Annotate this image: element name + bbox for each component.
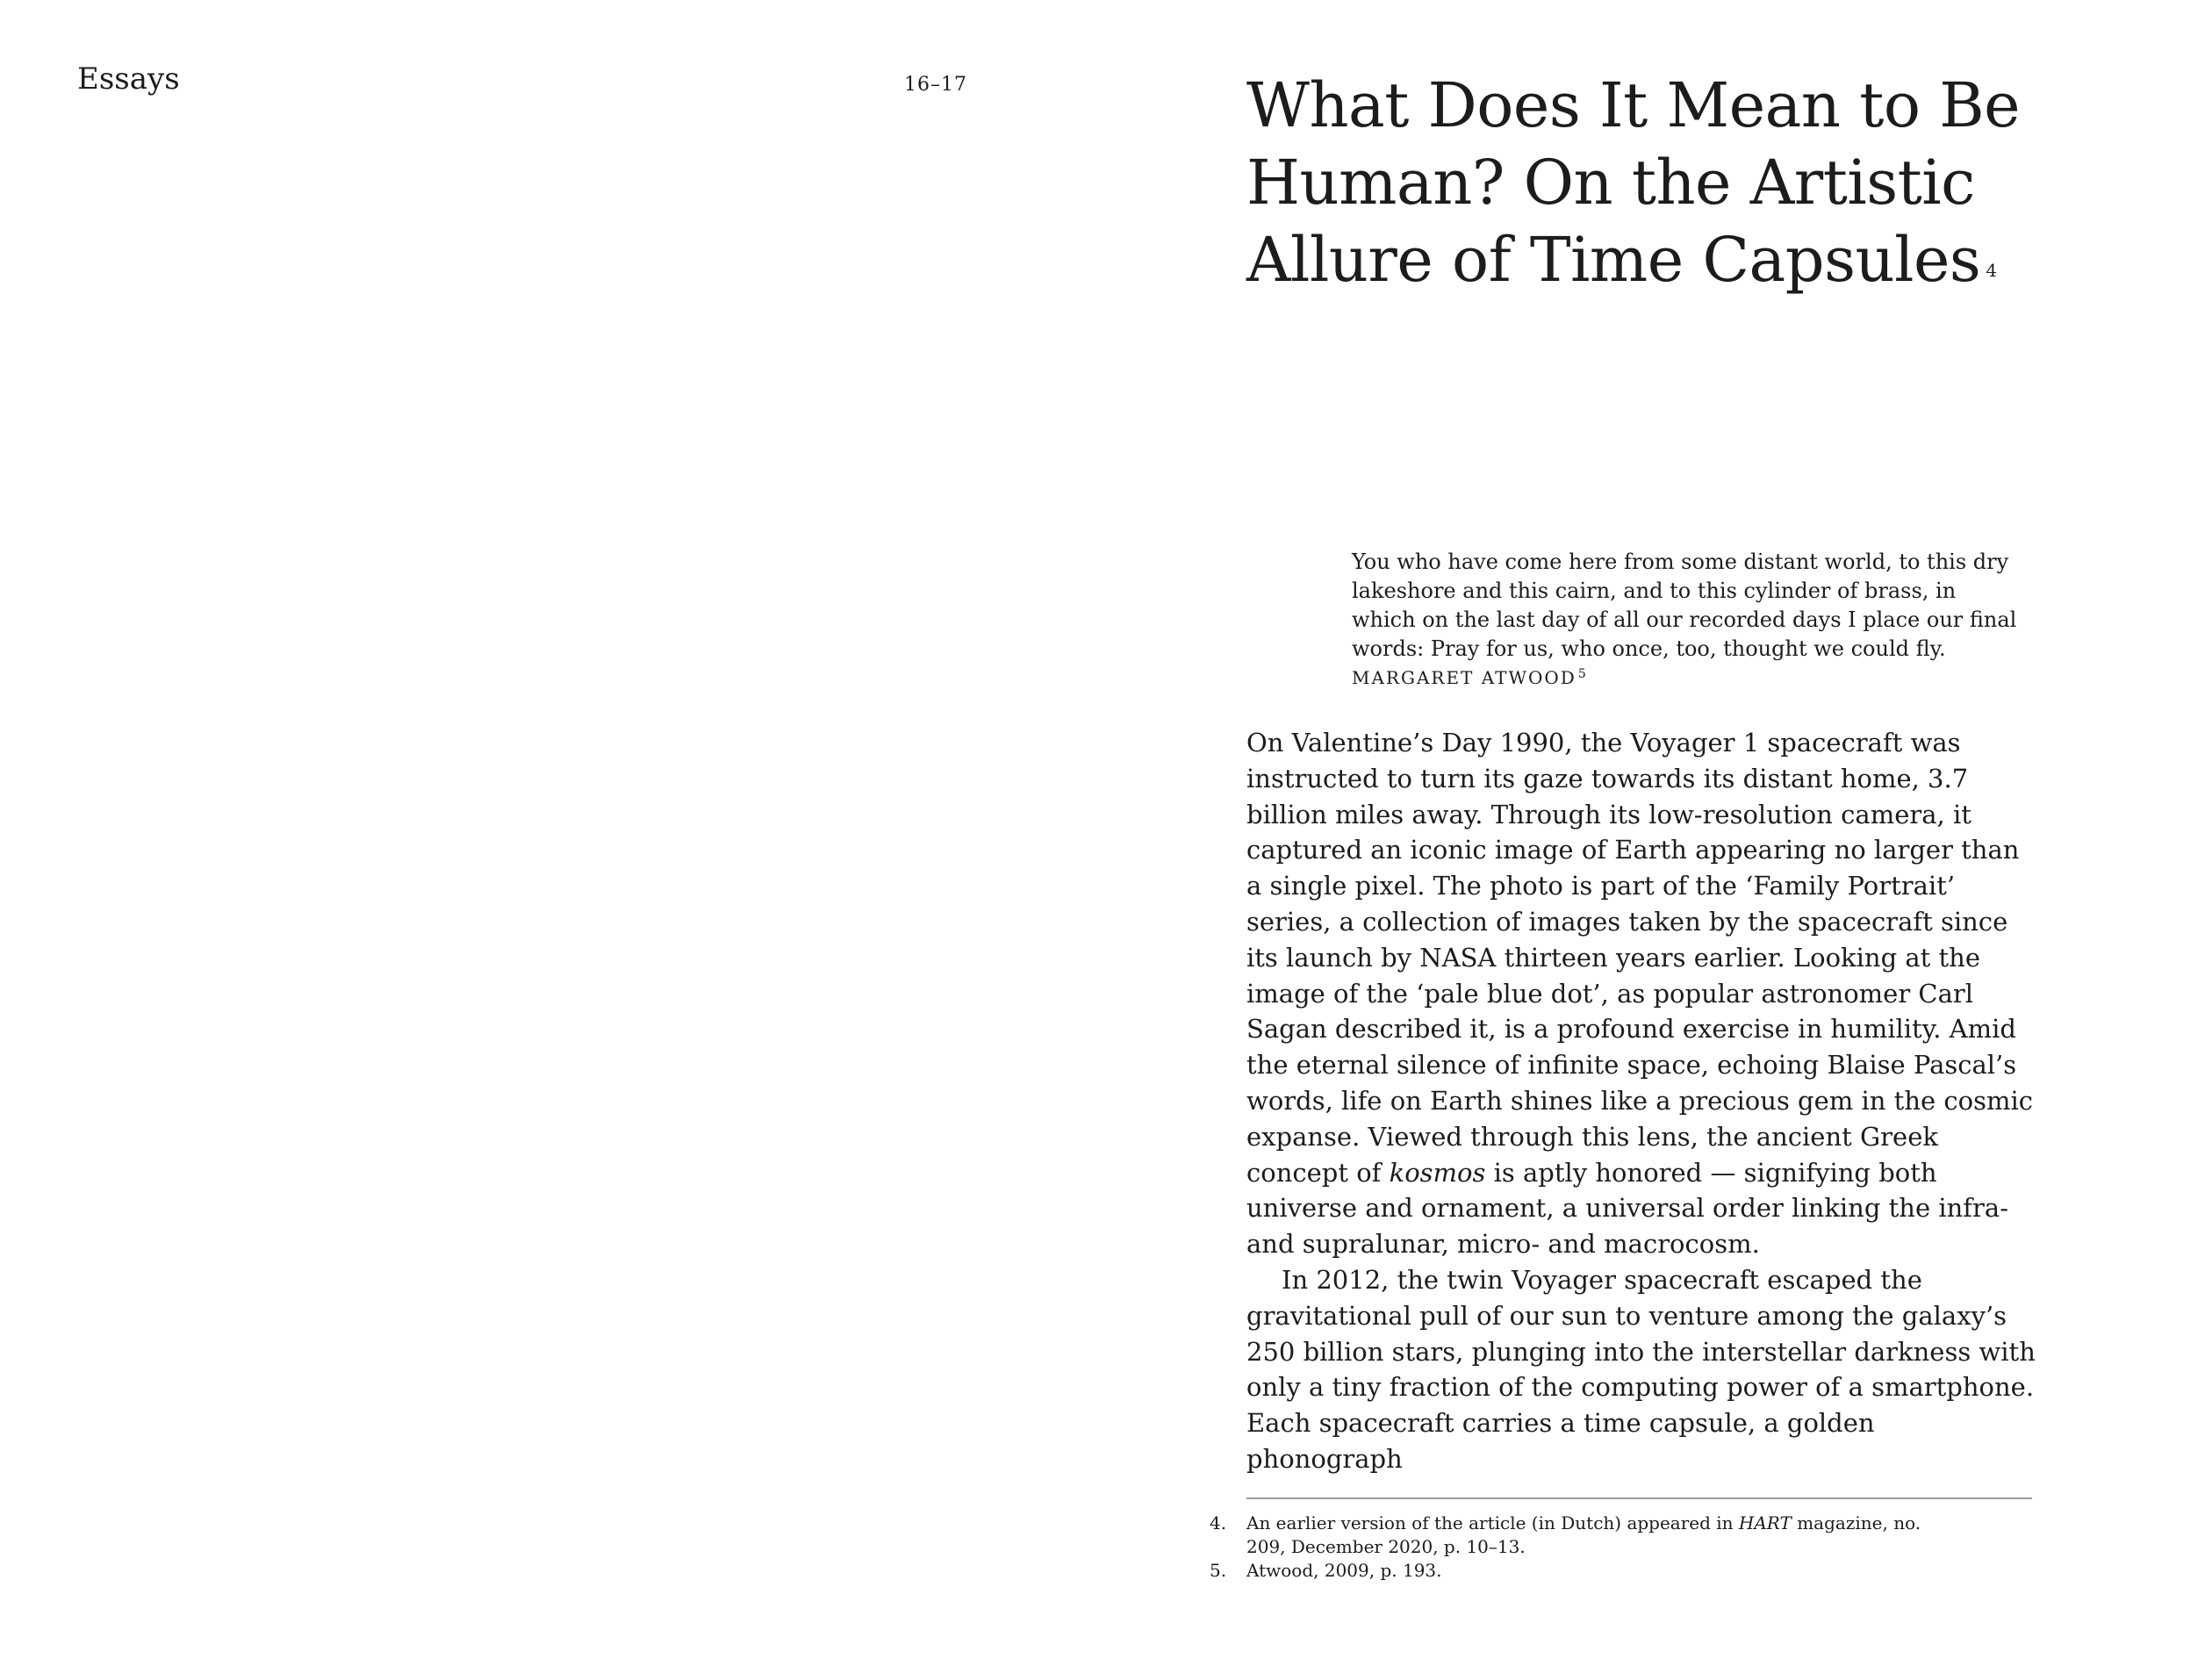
epigraph xyxy=(1352,548,2019,693)
paragraph-1-text-b: is aptly honored — signifying both universe and ornament, a universal order linking the infra- and supralunar, micro- and macrocosm. xyxy=(1246,1157,2008,1260)
footnote-rule xyxy=(1246,1497,2032,1499)
article-body xyxy=(1246,725,2036,1477)
title-footnote-ref: 4 xyxy=(1986,260,1997,281)
page-numbers: 16–17 xyxy=(904,74,967,96)
footnotes xyxy=(1210,1512,2052,1583)
paragraph-1-italic: kosmos xyxy=(1389,1157,1486,1188)
footnote-4-text-b: magazine, no. 209, December 2020, p. 10–13. xyxy=(1246,1512,1921,1557)
footnote-text xyxy=(1246,1512,1949,1559)
footnote-4-text-a: An earlier version of the article (in Dutch) appeared in xyxy=(1246,1512,1734,1533)
paragraph-1 xyxy=(1246,725,2036,1262)
footnote-4 xyxy=(1210,1512,2052,1559)
paragraph-2: In 2012, the twin Voyager spacecraft escaped the gravitational pull of our sun to venture among the galaxy’s 250 billion stars, plunging into the interstellar darkness with only a tiny fraction of the computing power of a smartphone. Each spacecraft carries a time capsule, a golden phonograph xyxy=(1246,1264,2036,1474)
right-page xyxy=(1210,0,2036,1659)
running-head: Essays xyxy=(77,61,180,97)
footnote-4-italic: HART xyxy=(1738,1512,1792,1533)
epigraph-footnote-ref: 5 xyxy=(1577,667,1588,681)
epigraph-author xyxy=(1352,664,2019,693)
footnote-number: 4. xyxy=(1210,1512,1227,1533)
epigraph-author-name: MARGARET ATWOOD xyxy=(1352,667,1576,688)
footnote-number: 5. xyxy=(1210,1560,1227,1581)
article-title xyxy=(1246,67,2036,298)
footnote-5 xyxy=(1210,1559,2052,1583)
footnote-text: Atwood, 2009, p. 193. xyxy=(1246,1560,1442,1581)
article-title-text: What Does It Mean to Be Human? On the Artistic Allure of Time Capsules xyxy=(1246,69,2021,296)
paragraph-1-text-a: On Valentine’s Day 1990, the Voyager 1 spacecraft was instructed to turn its gaze towards its distant home, 3.7 billion miles away. Through its low-resolution camera, it captured an iconic image of Earth appearing no larger than a single pixel. The photo is part of the ‘Family Portrait’ series, a collection of images taken by the spacecraft since its launch by NASA thirteen years earlier. Looking at the image of the ‘pale blue dot’, as popular astronomer Carl Sagan described it, is a profound exercise in humility. Amid the eternal silence of infinite space, echoing Blaise Pascal’s words, life on Earth shines like a precious gem in the cosmic expanse. Viewed through this lens, the ancient Greek concept of xyxy=(1246,728,2033,1188)
epigraph-text: You who have come here from some distant world, to this dry lakeshore and this cairn, and to this cylinder of brass, in which on the last day of all our recorded days I place our final words: Pray for us, who once, too, thought we could fly. xyxy=(1352,549,2017,661)
